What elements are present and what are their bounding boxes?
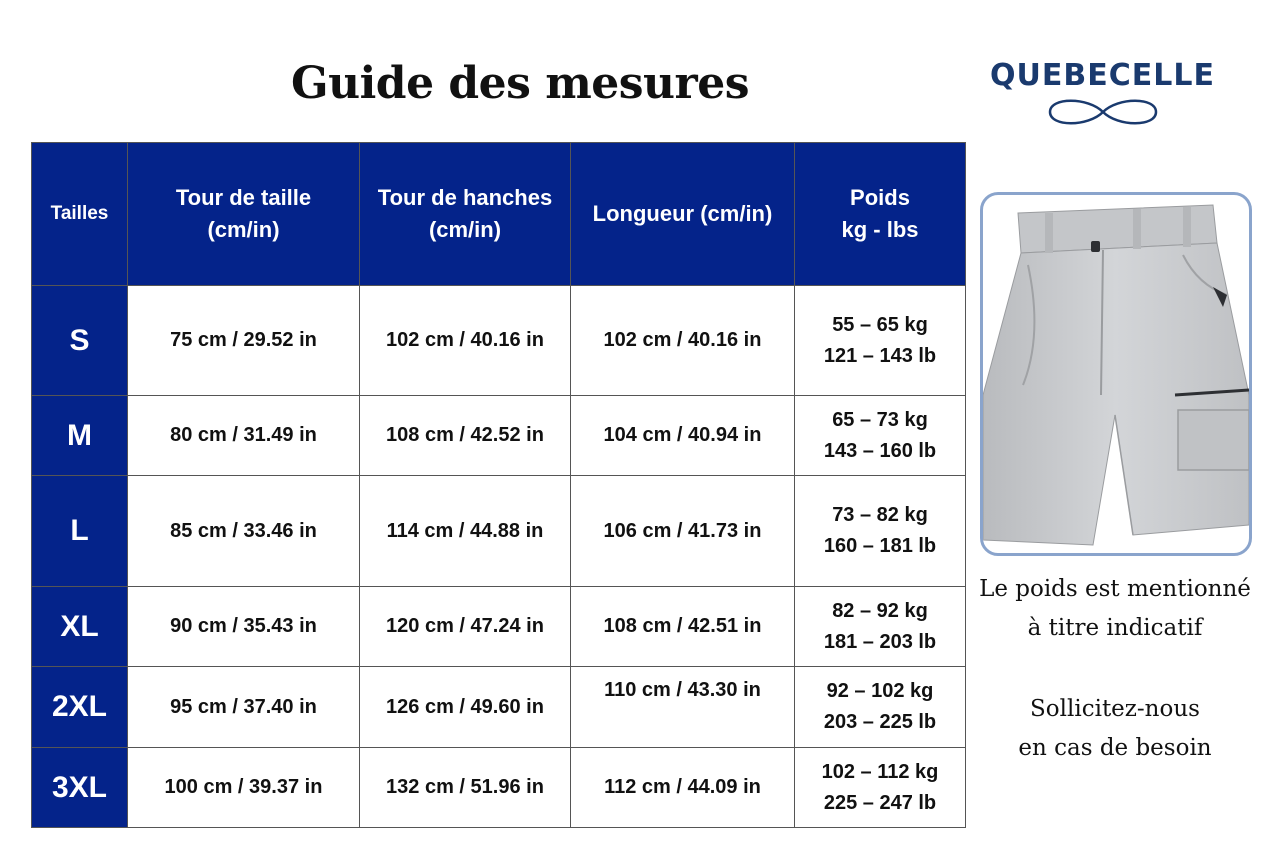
longueur-cell: 112 cm / 44.09 in — [571, 748, 795, 828]
infinity-loop-icon — [1038, 95, 1168, 129]
product-photo — [980, 192, 1252, 556]
table-row — [32, 286, 966, 396]
tour-de-taille-cell: 85 cm / 33.46 in — [128, 476, 360, 587]
poids-kg: 92 – 102 kg — [826, 680, 934, 702]
poids-lb: 121 – 143 lb — [823, 344, 937, 367]
poids-kg: 55 – 65 kg — [832, 313, 928, 336]
size-label: 2XL — [32, 667, 128, 748]
poids-lb: 181 – 203 lb — [823, 630, 937, 653]
size-label: S — [32, 286, 128, 396]
page-title: Guide des mesures — [291, 58, 749, 109]
table-row — [32, 748, 966, 828]
weight-disclaimer: Le poids est mentionné à titre indicatif — [979, 576, 1251, 641]
poids-lb: 143 – 160 lb — [823, 439, 937, 462]
size-label: L — [32, 476, 128, 587]
tour-de-taille-cell: 90 cm / 35.43 in — [128, 587, 360, 667]
poids-kg: 82 – 92 kg — [832, 599, 928, 622]
size-label: XL — [32, 587, 128, 667]
poids-cell — [795, 286, 966, 396]
header-tour-de-taille: Tour de taille (cm/in) — [128, 143, 360, 286]
table-row — [32, 476, 966, 587]
header-tour-de-hanches: Tour de hanches (cm/in) — [360, 143, 571, 286]
size-label: M — [32, 396, 128, 476]
table-row — [32, 587, 966, 667]
poids-kg: 65 – 73 kg — [832, 408, 928, 431]
header-tailles: Tailles — [32, 143, 128, 286]
tour-de-hanches-cell: 120 cm / 47.24 in — [360, 587, 571, 667]
tour-de-hanches-cell: 108 cm / 42.52 in — [360, 396, 571, 476]
table-row — [32, 667, 966, 748]
poids-cell — [795, 396, 966, 476]
tour-de-taille-cell: 95 cm / 37.40 in — [128, 667, 360, 748]
header-longueur: Longueur (cm/in) — [571, 143, 795, 286]
longueur-cell: 110 cm / 43.30 in — [571, 667, 795, 748]
poids-cell — [795, 476, 966, 587]
cargo-shorts-photo — [983, 195, 1249, 553]
tour-de-taille-cell: 80 cm / 31.49 in — [128, 396, 360, 476]
tour-de-hanches-cell: 126 cm / 49.60 in — [360, 667, 571, 748]
poids-lb: 225 – 247 lb — [823, 791, 937, 814]
header-poids: Poids kg - lbs — [795, 143, 966, 286]
poids-cell — [795, 587, 966, 667]
table-header-row — [32, 143, 966, 286]
poids-cell — [795, 667, 966, 748]
longueur-cell: 102 cm / 40.16 in — [571, 286, 795, 396]
tour-de-hanches-cell: 102 cm / 40.16 in — [360, 286, 571, 396]
longueur-cell: 104 cm / 40.94 in — [571, 396, 795, 476]
size-label: 3XL — [32, 748, 128, 828]
poids-kg: 102 – 112 kg — [821, 760, 939, 783]
longueur-cell: 106 cm / 41.73 in — [571, 476, 795, 587]
poids-kg: 73 – 82 kg — [832, 504, 928, 526]
poids-cell — [795, 748, 966, 828]
brand-name: QUEBECELLE — [990, 58, 1215, 93]
tour-de-hanches-cell: 114 cm / 44.88 in — [360, 476, 571, 587]
tour-de-hanches-cell: 132 cm / 51.96 in — [360, 748, 571, 828]
longueur-cell: 108 cm / 42.51 in — [571, 587, 795, 667]
tour-de-taille-cell: 75 cm / 29.52 in — [128, 286, 360, 396]
table-row — [32, 396, 966, 476]
tour-de-taille-cell: 100 cm / 39.37 in — [128, 748, 360, 828]
poids-lb: 160 – 181 lb — [823, 535, 937, 557]
size-guide-table — [31, 142, 966, 828]
poids-lb: 203 – 225 lb — [823, 711, 937, 733]
brand-logo — [975, 58, 1230, 129]
help-note: Sollicitez-nous en cas de besoin — [1018, 696, 1212, 761]
